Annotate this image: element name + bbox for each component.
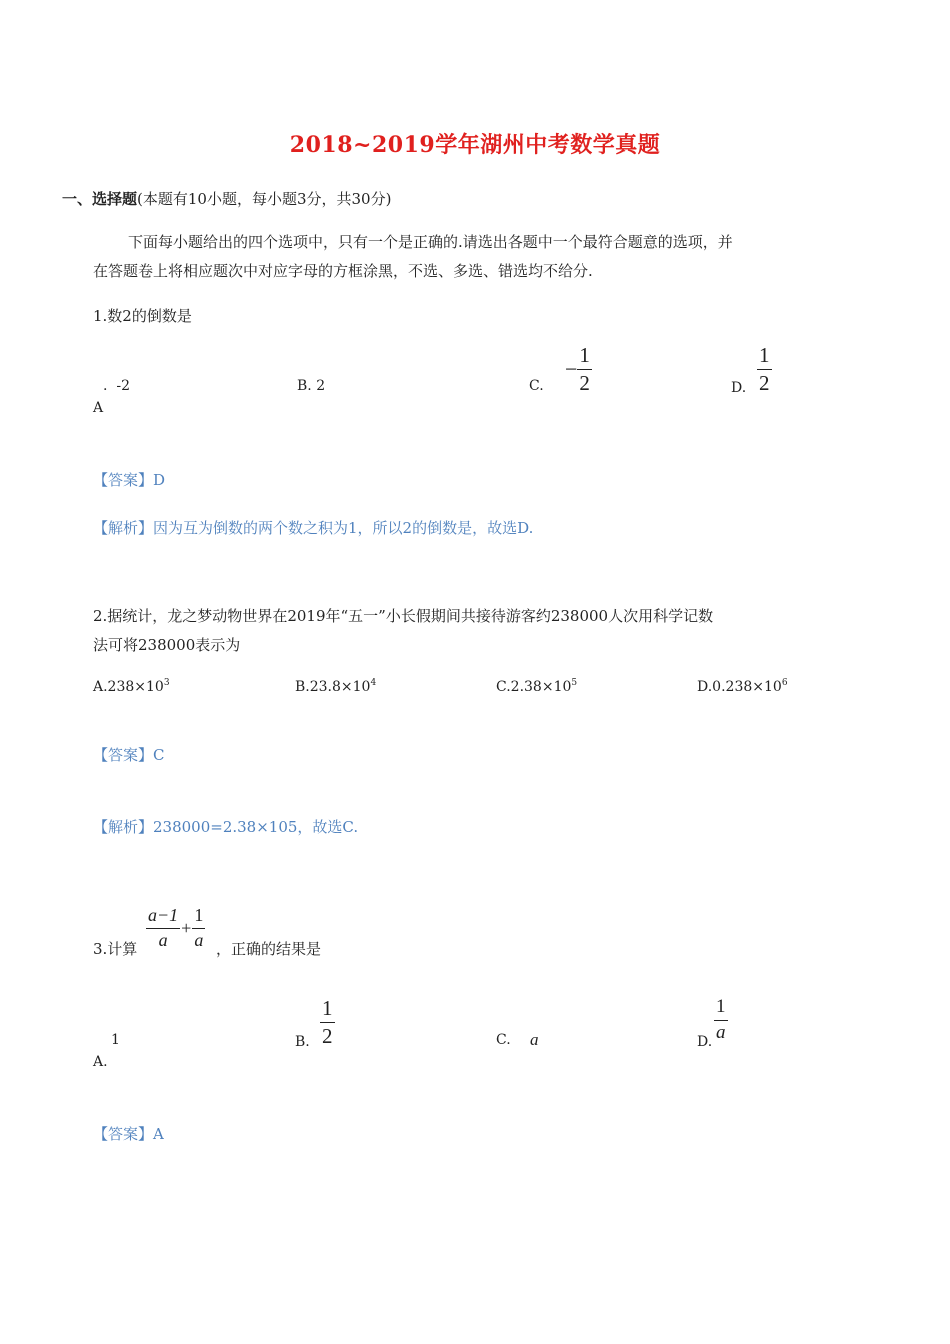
instructions-line-1: 下面每小题给出的四个选项中，只有一个是正确的.请选出各题中一个最符合题意的选项，并 [128, 233, 733, 251]
q3-option-d-label: D. [697, 1034, 713, 1050]
q3-answer: 【答案】A [93, 1125, 164, 1143]
instructions-line-2: 在答题卷上将相应题次中对应字母的方框涂黑，不选、多选、错选均不给分. [93, 262, 593, 280]
q2-analysis: 【解析】238000=2.38×105，故选C. [93, 818, 359, 836]
q1-option-b: B. 2 [297, 378, 326, 394]
q3-option-c-value: a [530, 1030, 539, 1049]
fraction-denominator: a [194, 929, 204, 950]
q1-option-a-value: -2 [116, 378, 130, 394]
q2-stem-line-1: 2.据统计，龙之梦动物世界在2019年“五一”小长假期间共接待游客约238000人次用科学记数 [93, 607, 714, 625]
q1-option-a [103, 378, 130, 394]
q1-option-d-label: D. [731, 380, 747, 396]
q1-option-d-fraction [757, 344, 772, 395]
q3-fraction-2 [192, 906, 205, 951]
q2-option-d [697, 678, 788, 695]
q2-option-d-exponent: 6 [781, 678, 788, 688]
q2-answer: 【答案】C [93, 746, 165, 764]
minus-sign: − [565, 356, 578, 382]
fraction-denominator: a [716, 1021, 726, 1043]
q3-option-c-label: C. [496, 1032, 511, 1048]
q3-option-b-math [320, 997, 335, 1048]
q2-option-a-base: A.238×10 [93, 679, 164, 695]
q2-option-b-exponent: 4 [370, 678, 377, 688]
q1-answer: 【答案】D [93, 471, 166, 489]
q3-option-b-fraction [320, 997, 335, 1048]
q3-option-d-fraction [714, 997, 728, 1044]
q3-option-d-math [714, 997, 728, 1044]
q3-stem-prefix: 3.计算 [93, 940, 138, 958]
q2-stem-line-2: 法可将238000表示为 [93, 636, 241, 654]
fraction-denominator: a [158, 929, 168, 950]
q2-option-b [295, 678, 376, 695]
q2-option-c [496, 678, 577, 695]
fraction-numerator: 1 [714, 997, 728, 1021]
q2-option-a-exponent: 3 [163, 678, 170, 688]
fraction-numerator: 1 [320, 997, 335, 1023]
fraction-denominator: 2 [579, 371, 590, 396]
q1-option-c-fraction [577, 344, 592, 395]
q2-option-b-base: B.23.8×10 [295, 679, 371, 695]
fraction-numerator: 1 [757, 344, 772, 370]
q3-expression [146, 906, 205, 951]
q1-option-c-label: C. [529, 378, 544, 394]
q2-option-a [93, 678, 170, 695]
plus-sign: + [181, 917, 192, 938]
q2-option-c-base: C.2.38×10 [496, 679, 572, 695]
q2-option-c-exponent: 5 [571, 678, 578, 688]
q3-fraction-1 [146, 906, 180, 951]
fraction-numerator: 1 [577, 344, 592, 370]
section-note: (本题有10小题，每小题3分，共30分) [137, 190, 392, 208]
fraction-denominator: 2 [759, 371, 770, 396]
fraction-denominator: 2 [322, 1024, 333, 1049]
q1-analysis: 【解析】因为互为倒数的两个数之积为1，所以2的倒数是，故选D. [93, 519, 534, 537]
q3-option-a-letter: A. [93, 1054, 108, 1070]
section-heading [62, 188, 391, 209]
q1-option-c-math [565, 344, 592, 395]
q3-option-b-label: B. [295, 1034, 310, 1050]
page-title: 2018~2019学年湖州中考数学真题 [289, 132, 661, 158]
q3-stem-suffix: ，正确的结果是 [216, 940, 322, 958]
q1-option-a-letter: A [93, 400, 104, 416]
fraction-numerator: 1 [192, 906, 205, 929]
q1-option-d-math [757, 344, 772, 395]
q1-stem: 1.数2的倒数是 [93, 307, 192, 325]
q2-option-d-base: D.0.238×10 [697, 679, 782, 695]
q3-option-a-value: 1 [111, 1032, 120, 1048]
q1-option-a-dot: . [103, 378, 108, 394]
section-label: 一、选择题 [62, 190, 138, 208]
fraction-numerator: a−1 [146, 906, 180, 929]
